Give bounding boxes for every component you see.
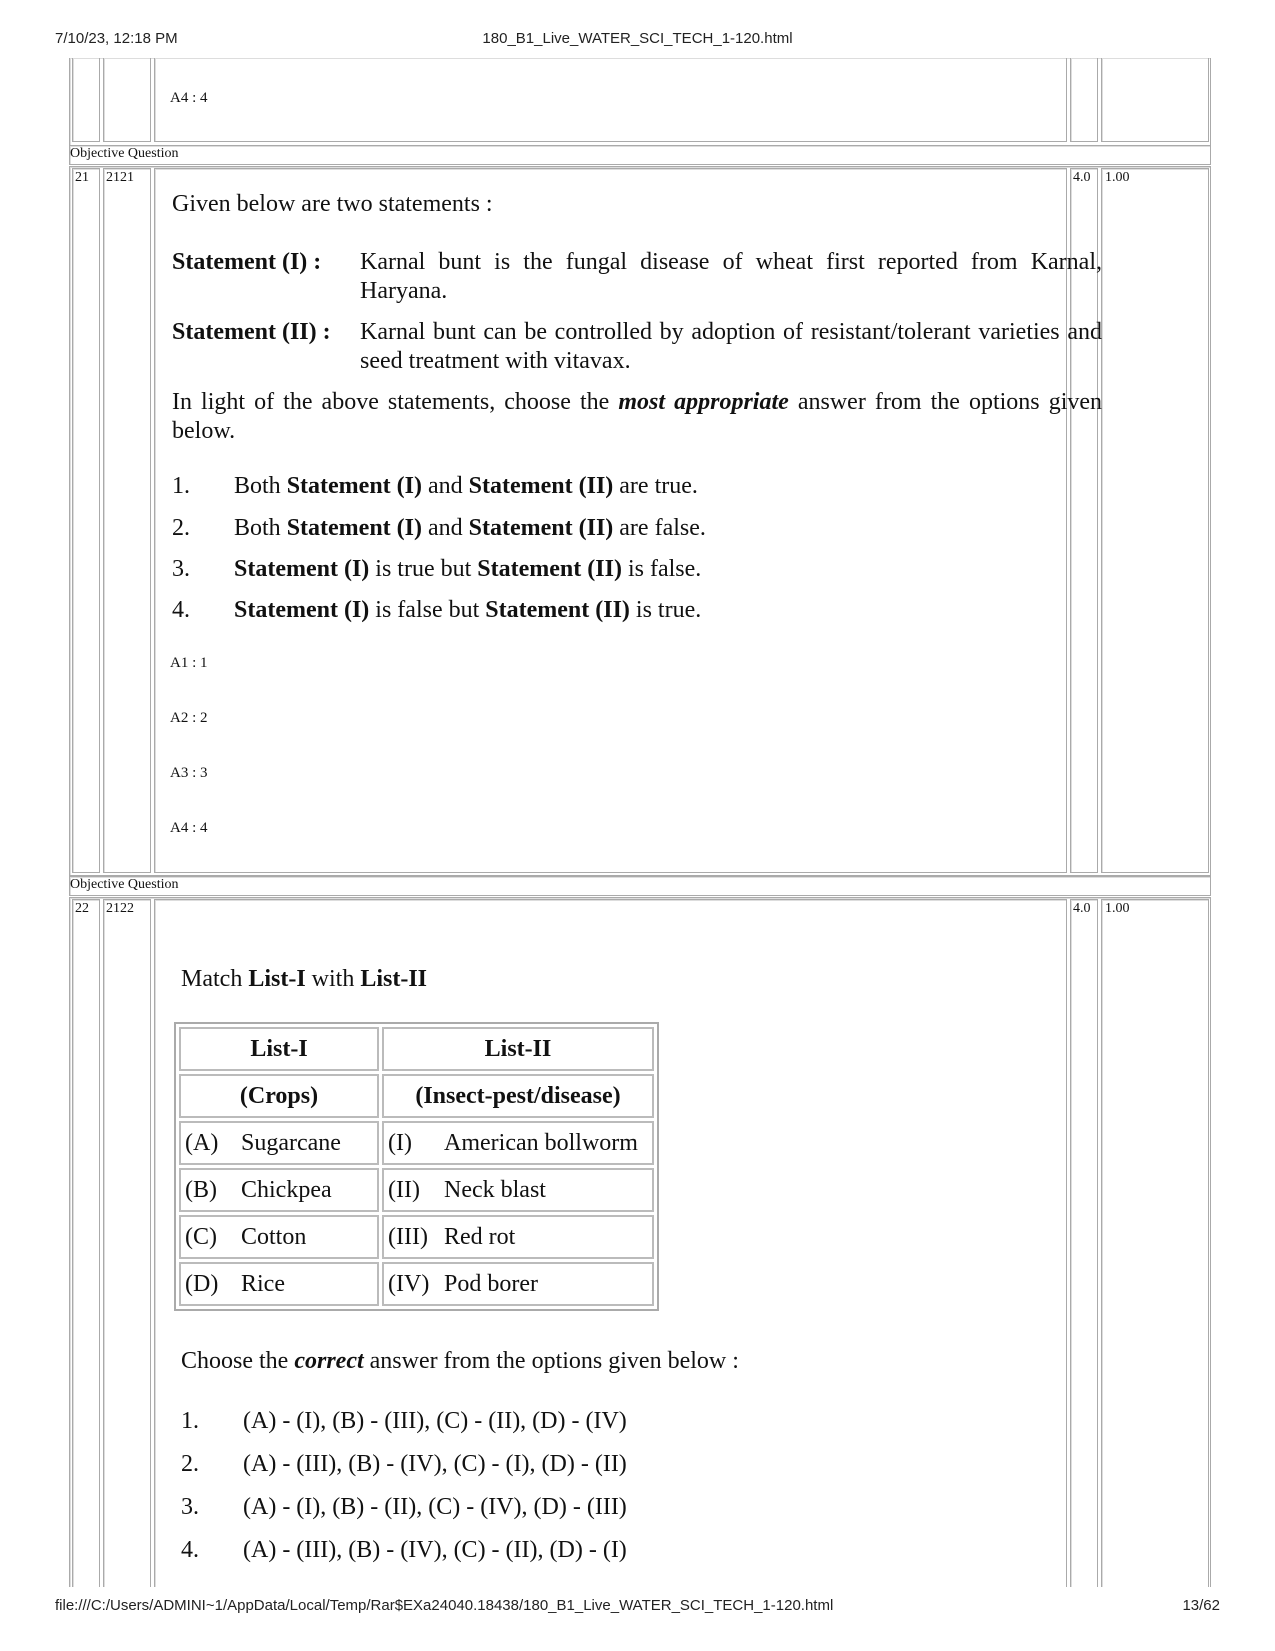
print-page-number: 13/62 (1182, 1597, 1220, 1614)
q22-table-header-row (179, 1027, 654, 1071)
print-datetime: 7/10/23, 12:18 PM (55, 30, 178, 47)
q22-table-subheader-pests: (Insect-pest/disease) (382, 1074, 654, 1118)
q22-table-header-list-1: List-I (179, 1027, 379, 1071)
prev-neg-cell (1101, 58, 1209, 142)
q22-sno-cell (72, 899, 100, 1587)
q22-match-table (174, 1022, 659, 1311)
q21-answer-4: A4 : 4 (170, 820, 208, 836)
q21-option-3-number: 3. (172, 556, 190, 582)
q21-answer-2: A2 : 2 (170, 710, 208, 726)
q22-option-2-text: (A) - (III), (B) - (IV), (C) - (I), (D) - (II) (243, 1451, 627, 1477)
q22-negative-marks: 1.00 (1105, 901, 1130, 916)
q22-table-cell-d: (D) Rice (179, 1262, 379, 1306)
q22-option-3-number: 3. (181, 1494, 199, 1520)
table-row (179, 1121, 654, 1165)
q22-marks: 4.0 (1073, 901, 1091, 916)
q22-option-2-number: 2. (181, 1451, 199, 1477)
q21-sno-cell (72, 168, 100, 873)
q21-qid-cell (103, 168, 151, 873)
print-doc-title: 180_B1_Live_WATER_SCI_TECH_1-120.html (482, 30, 793, 47)
q22-option-1-number: 1. (181, 1408, 199, 1434)
q21-option-4-number: 4. (172, 597, 190, 623)
q21-statement-2-text: Karnal bunt can be controlled by adoption of resistant/tolerant varieties and seed treatment with vitavax. (360, 319, 1102, 374)
q21-question-id: 2121 (106, 170, 134, 185)
q21-statement-1-label: Statement (I) : (172, 249, 322, 275)
q22-serial-number: 22 (75, 901, 89, 916)
q21-statement-2-label: Statement (II) : (172, 319, 331, 345)
prev-sno-cell (72, 58, 100, 142)
q22-question-id: 2122 (106, 901, 134, 916)
q21-marks: 4.0 (1073, 170, 1091, 185)
q21-option-1-number: 1. (172, 473, 190, 499)
q22-qid-cell (103, 899, 151, 1587)
q21-instruction-post: answer from the options given below. (172, 389, 1103, 444)
q21-instruction-pre: In light of the above statements, choose the (172, 389, 619, 415)
print-footer (55, 1597, 1220, 1617)
q22-table-header-list-2: List-II (382, 1027, 654, 1071)
q22-option-1-text: (A) - (I), (B) - (III), (C) - (II), (D) - (IV) (243, 1408, 627, 1434)
q21-option-2-number: 2. (172, 515, 190, 541)
prev-marks-cell (1070, 58, 1098, 142)
table-row (179, 1215, 654, 1259)
q21-option-3-text: Statement (I) is true but Statement (II) is false. (234, 556, 702, 582)
q22-section-label: Objective Question (70, 877, 179, 892)
q21-answer-1: A1 : 1 (170, 655, 208, 671)
q22-choose-instruction: Choose the correct answer from the options given below : (181, 1348, 739, 1374)
q21-instruction-emphasis: most appropriate (618, 389, 789, 415)
q22-table-cell-a: (A) Sugarcane (179, 1121, 379, 1165)
q22-option-4-text: (A) - (III), (B) - (IV), (C) - (II), (D) - (I) (243, 1537, 627, 1563)
q21-instruction (172, 388, 1102, 446)
prev-body-cell (154, 58, 1067, 142)
q22-table-cell-i: (I) American bollworm (382, 1121, 654, 1165)
q22-table-subheader-crops: (Crops) (179, 1074, 379, 1118)
q22-marks-cell (1070, 899, 1098, 1587)
q22-table-cell-iv: (IV) Pod borer (382, 1262, 654, 1306)
q22-table-subheader-row (179, 1074, 654, 1118)
q21-option-2-text: Both Statement (I) and Statement (II) are false. (234, 515, 706, 541)
q22-table-cell-ii: (II) Neck blast (382, 1168, 654, 1212)
q22-table-cell-c: (C) Cotton (179, 1215, 379, 1259)
q21-answer-3: A3 : 3 (170, 765, 208, 781)
q21-intro: Given below are two statements : (172, 191, 493, 217)
q22-section-row (69, 876, 1211, 896)
q21-statement-1-text: Karnal bunt is the fungal disease of wheat first reported from Karnal, Haryana. (360, 249, 1102, 304)
print-file-path: file:///C:/Users/ADMINI~1/AppData/Local/Temp/Rar$EXa24040.18438/180_B1_Live_WATER_SCI_TECH_1-120.html (55, 1597, 834, 1614)
q21-option-1-text: Both Statement (I) and Statement (II) are true. (234, 473, 698, 499)
q21-section-row (69, 145, 1211, 165)
q22-table-cell-b: (B) Chickpea (179, 1168, 379, 1212)
q21-neg-cell (1101, 168, 1209, 873)
q22-option-3-text: (A) - (I), (B) - (II), (C) - (IV), (D) - (III) (243, 1494, 627, 1520)
q21-option-4-text: Statement (I) is false but Statement (II) is true. (234, 597, 702, 623)
print-header (55, 30, 1220, 50)
q21-section-label: Objective Question (70, 146, 179, 161)
q22-table-cell-iii: (III) Red rot (382, 1215, 654, 1259)
q22-neg-cell (1101, 899, 1209, 1587)
prev-qid-cell (103, 58, 151, 142)
q21-negative-marks: 1.00 (1105, 170, 1130, 185)
table-row (179, 1262, 654, 1306)
table-row (179, 1168, 654, 1212)
q21-serial-number: 21 (75, 170, 89, 185)
q22-option-4-number: 4. (181, 1537, 199, 1563)
q22-intro: Match List-I with List-II (181, 966, 428, 992)
prev-answer-4: A4 : 4 (170, 90, 208, 106)
